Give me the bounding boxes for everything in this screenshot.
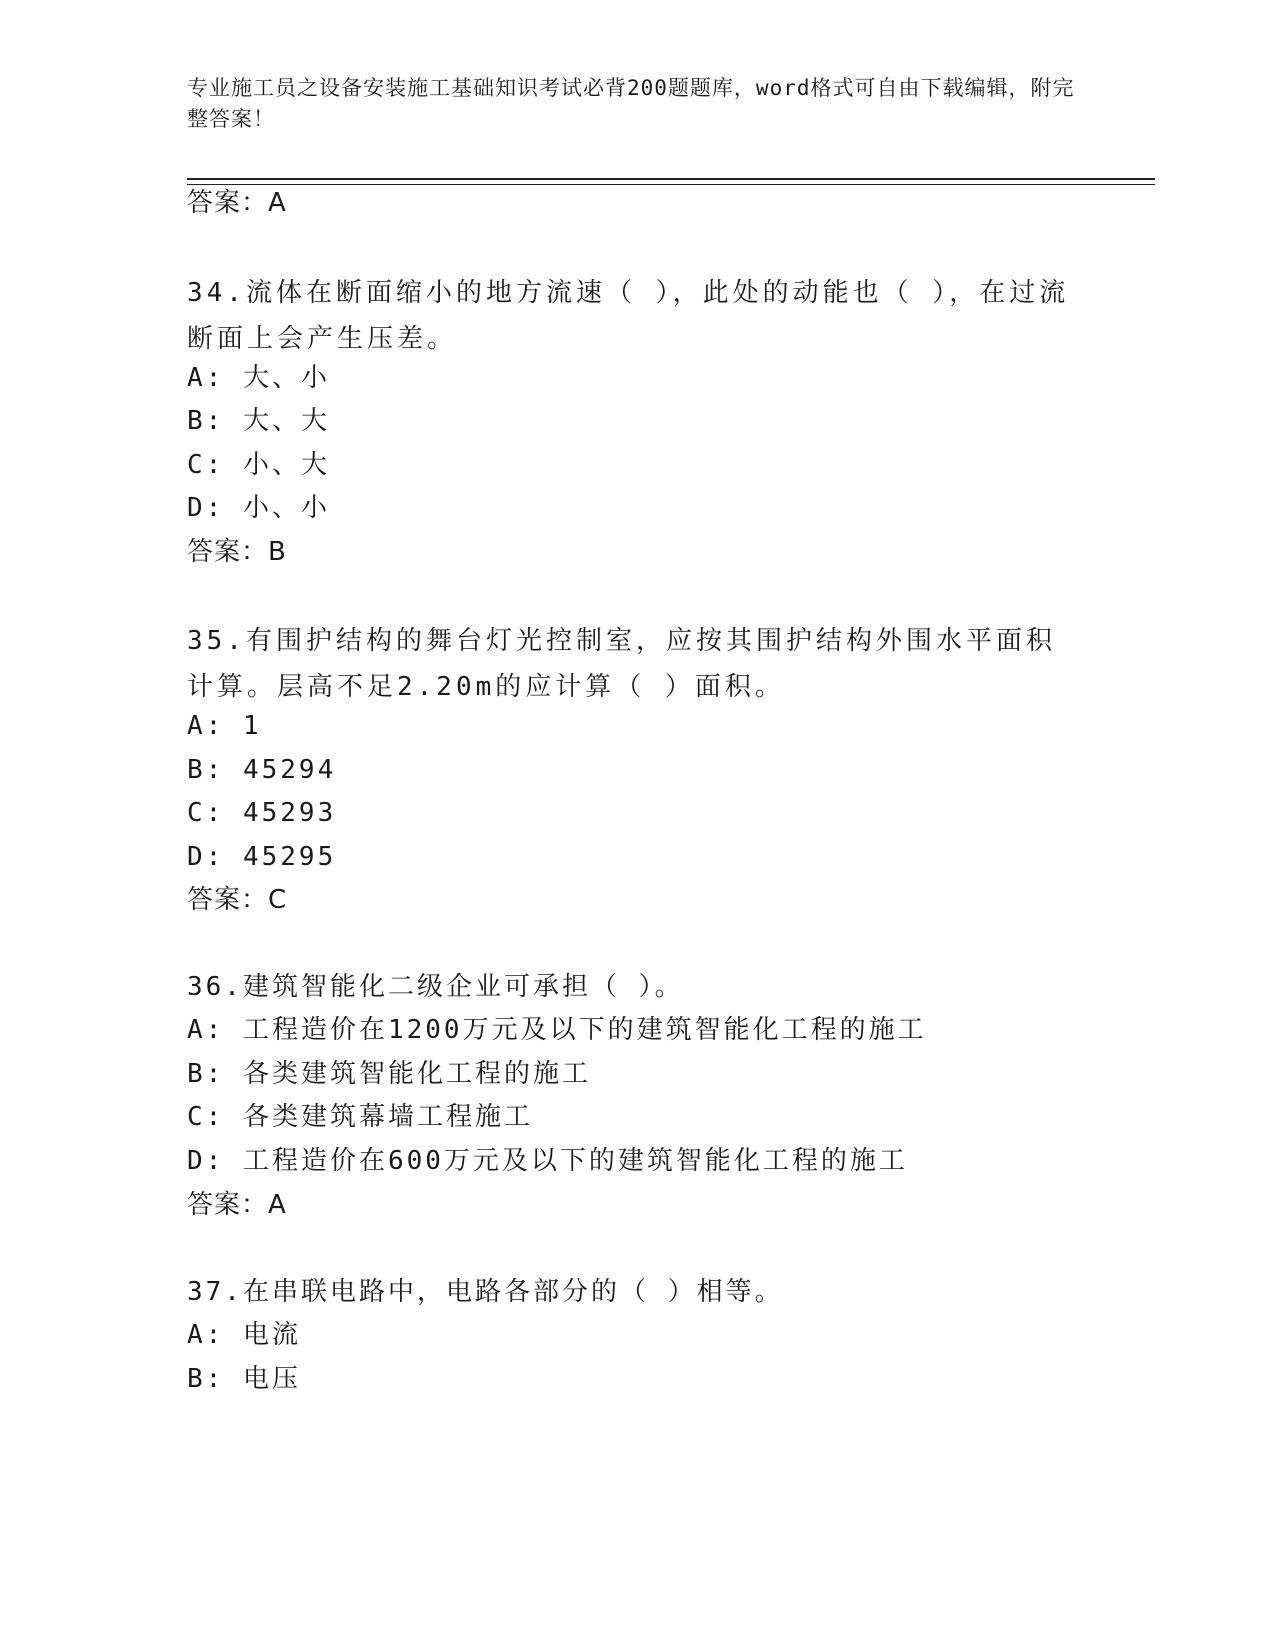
- header-divider-thin: [187, 184, 1155, 185]
- option-c: C: 小、大: [187, 450, 330, 480]
- option-b: B: 各类建筑智能化工程的施工: [187, 1059, 591, 1089]
- option-b: B: 大、大: [187, 406, 330, 436]
- question-stem: 37.在串联电路中，电路各部分的（ ）相等。: [187, 1277, 784, 1307]
- answer-line: 答案：A: [187, 188, 287, 218]
- option-c: C: 45293: [187, 798, 337, 828]
- question-stem: 35.有围护结构的舞台灯光控制室，应按其围护结构外围水平面积计算。层高不足2.20m的应计算（ ）面积。: [187, 626, 1056, 702]
- option-a: A: 1: [187, 711, 262, 741]
- header-divider: [187, 178, 1155, 180]
- question-stem: 36.建筑智能化二级企业可承担（ ）。: [187, 972, 684, 1002]
- option-a: A: 大、小: [187, 363, 330, 393]
- question-stem: 34.流体在断面缩小的地方流速（ ），此处的动能也（ ），在过流断面上会产生压差。: [187, 278, 1070, 354]
- option-b: B: 电压: [187, 1364, 301, 1394]
- option-a: A: 电流: [187, 1320, 301, 1350]
- option-a: A: 工程造价在1200万元及以下的建筑智能化工程的施工: [187, 1015, 927, 1045]
- option-c: C: 各类建筑幕墙工程施工: [187, 1102, 533, 1132]
- option-b: B: 45294: [187, 755, 337, 785]
- option-d: D: 工程造价在600万元及以下的建筑智能化工程的施工: [187, 1146, 908, 1176]
- document-header: 专业施工员之设备安装施工基础知识考试必背200题题库，word格式可自由下载编辑，附完整答案！: [187, 76, 1075, 131]
- option-d: D: 小、小: [187, 493, 330, 523]
- answer-line: 答案：B: [187, 537, 287, 567]
- answer-line: 答案：A: [187, 1190, 287, 1220]
- option-d: D: 45295: [187, 842, 337, 872]
- answer-line: 答案：C: [187, 885, 288, 915]
